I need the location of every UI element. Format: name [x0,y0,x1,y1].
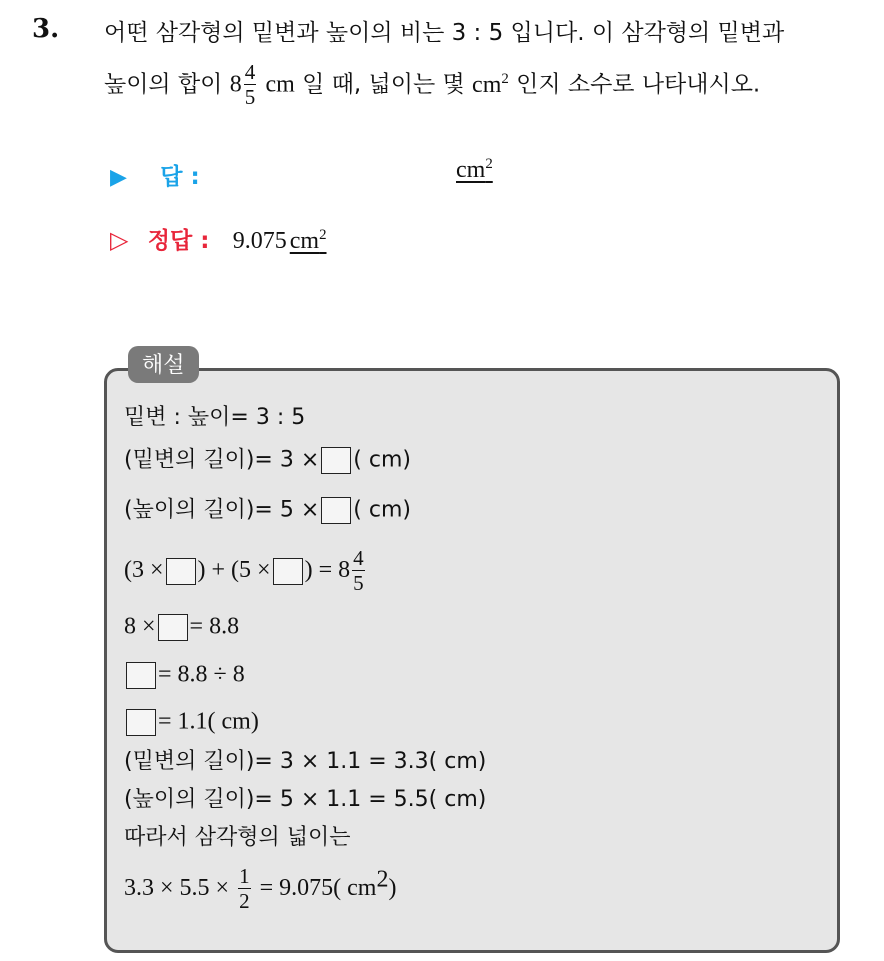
question-text-1: 어떤 삼각형의 밑변과 높이의 비는 3 : 5 입니다. 이 삼각형의 밑변과 [104,20,785,46]
solution-eight-a: 8 × [124,613,156,640]
solution-base-text: (밑변의 길이)= 3 × [124,447,320,473]
solution-area-c: ) [388,875,397,901]
explanation-tab: 해설 [128,346,199,383]
correct-answer-label: 정답 : [147,228,210,254]
solution-height-text: (높이의 길이)= 5 × [124,497,320,523]
answer-unit[interactable] [456,157,493,184]
solution-line-eight [124,614,239,641]
mixed-number-whole: 8 [229,71,242,98]
fraction-numerator: 4 [244,60,256,84]
correct-answer-value: 9.075 [232,228,287,254]
solution-eight-b: = 8.8 [189,613,240,640]
blank-box [126,662,156,689]
sum-fraction-denominator: 5 [353,571,364,595]
solution-line-height [124,497,411,524]
correct-answer-row [110,222,327,255]
sum-fraction-numerator: 4 [353,546,364,570]
fraction [244,62,257,108]
sum-fraction [352,548,365,594]
unit-cm2-sup: 2 [501,70,509,87]
correct-unit-sup: 2 [319,227,327,243]
play-triangle-icon: ▶ [110,165,127,190]
blank-box [166,558,196,585]
solution-line-height-value: (높이의 길이)= 5 × 1.1 = 5.5( cm) [124,787,487,812]
unit-cm2-base: cm [472,71,502,98]
solution-line-therefore: 따라서 삼각형의 넓이는 [124,825,351,850]
solution-sum-c: ) = 8 [304,557,351,583]
question-text-2-mid: 일 때, 넓이는 몇 [302,71,465,98]
answer-label: 답 : [160,164,200,190]
correct-answer-unit [290,228,327,254]
solution-line-base-value: (밑변의 길이)= 3 × 1.1 = 3.3( cm) [124,749,487,774]
outline-triangle-icon: ▷ [110,226,129,254]
solution-height-unit: ( cm) [353,497,411,523]
question-text-2-suffix: 인지 소수로 나타내시오. [516,71,761,98]
area-fraction [238,866,251,912]
solution-line-area [124,866,396,912]
solution-sum-b: ) + (5 × [197,557,271,583]
blank-box [126,709,156,736]
solution-area-a: 3.3 × 5.5 × [124,875,230,901]
question-line-1 [104,14,784,47]
answer-unit-sup: 2 [485,156,493,172]
question-text-2-prefix: 높이의 합이 [104,71,223,98]
solution-area-sup: 2 [376,866,389,893]
unit-cm: cm [265,71,295,98]
solution-line-divide [124,662,245,689]
answer-unit-base: cm [456,157,486,183]
question-line-2 [104,62,760,108]
fraction-denominator: 5 [244,85,256,109]
solution-line-ratio: 밑변 : 높이= 3 : 5 [124,405,306,430]
blank-box [321,447,351,474]
correct-unit-base: cm [289,228,320,254]
question-number: 3. [32,14,60,44]
unit-cm2 [472,72,509,98]
area-fraction-denominator: 2 [239,889,250,913]
solution-line-sum [124,548,367,594]
solution-base-unit: ( cm) [353,447,411,473]
answer-row [110,158,200,191]
blank-box [273,558,303,585]
solution-line-base [124,447,411,474]
solution-sum-a: (3 × [124,557,164,583]
solution-divide-b: = 8.8 ÷ 8 [158,661,245,688]
area-fraction-numerator: 1 [239,864,250,888]
solution-result-b: = 1.1( cm) [158,708,259,735]
solution-area-b: = 9.075( cm [259,875,377,901]
blank-box [321,497,351,524]
solution-line-result [124,709,259,736]
blank-box [158,614,188,641]
